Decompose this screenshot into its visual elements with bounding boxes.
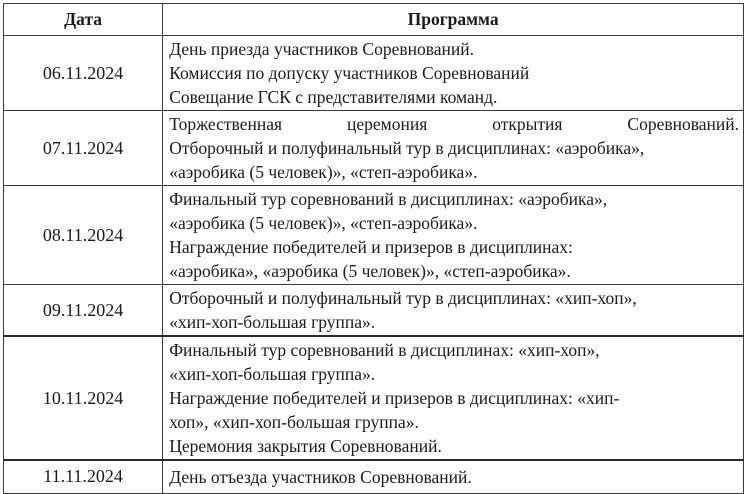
program-line: «аэробика (5 человек)», «степ-аэробика». — [169, 162, 478, 182]
program-cell — [163, 111, 744, 186]
program-line: День отъезда участников Соревнований. — [169, 466, 472, 487]
program-line: Совещание ГСК с представителями команд. — [169, 87, 498, 107]
program-line: Награждение победителей и призеров в дисциплинах: — [169, 237, 573, 257]
table-row — [4, 285, 744, 337]
program-line: Церемония закрытия Соревнований. — [169, 436, 442, 456]
header-date: Дата — [4, 4, 163, 36]
date-cell: 06.11.2024 — [4, 36, 163, 111]
program-cell — [163, 36, 744, 111]
program-line: Комиссия по допуску участников Соревнований — [169, 63, 530, 83]
program-cell — [163, 336, 744, 460]
date-cell: 07.11.2024 — [4, 111, 163, 186]
table-row — [4, 460, 744, 493]
program-line: Отборочный и полуфинальный тур в дисциплинах: «хип-хоп», — [169, 288, 637, 308]
schedule-table — [3, 3, 744, 494]
date-cell: 11.11.2024 — [4, 460, 163, 493]
table-row — [4, 111, 744, 186]
program-line: Награждение победителей и призеров в дисциплинах: «хип- — [169, 388, 620, 408]
program-line: «хип-хоп-большая группа». — [169, 364, 376, 384]
program-cell — [163, 460, 744, 493]
program-cell — [163, 285, 744, 337]
program-line: «аэробика (5 человек)», «степ-аэробика». — [169, 213, 478, 233]
program-line: Финальный тур соревнований в дисциплинах: «аэробика», — [169, 189, 608, 209]
program-cell — [163, 186, 744, 285]
table-row — [4, 186, 744, 285]
date-cell: 08.11.2024 — [4, 186, 163, 285]
date-cell: 09.11.2024 — [4, 285, 163, 337]
header-row — [4, 4, 744, 36]
program-line: Финальный тур соревнований в дисциплинах: «хип-хоп», — [169, 340, 600, 360]
program-line: «аэробика», «аэробика (5 человек)», «степ-аэробика». — [169, 261, 571, 281]
date-cell: 10.11.2024 — [4, 336, 163, 460]
header-program: Программа — [163, 4, 744, 36]
table-row — [4, 336, 744, 460]
program-line: День приезда участников Соревнований. — [169, 39, 475, 59]
program-line: хоп», «хип-хоп-большая группа». — [169, 412, 419, 432]
program-line: Отборочный и полуфинальный тур в дисциплинах: «аэробика», — [169, 138, 645, 158]
program-line: Торжественная церемония открытия Соревнований. — [169, 114, 739, 134]
program-line: «хип-хоп-большая группа». — [169, 312, 376, 332]
table-row — [4, 36, 744, 111]
